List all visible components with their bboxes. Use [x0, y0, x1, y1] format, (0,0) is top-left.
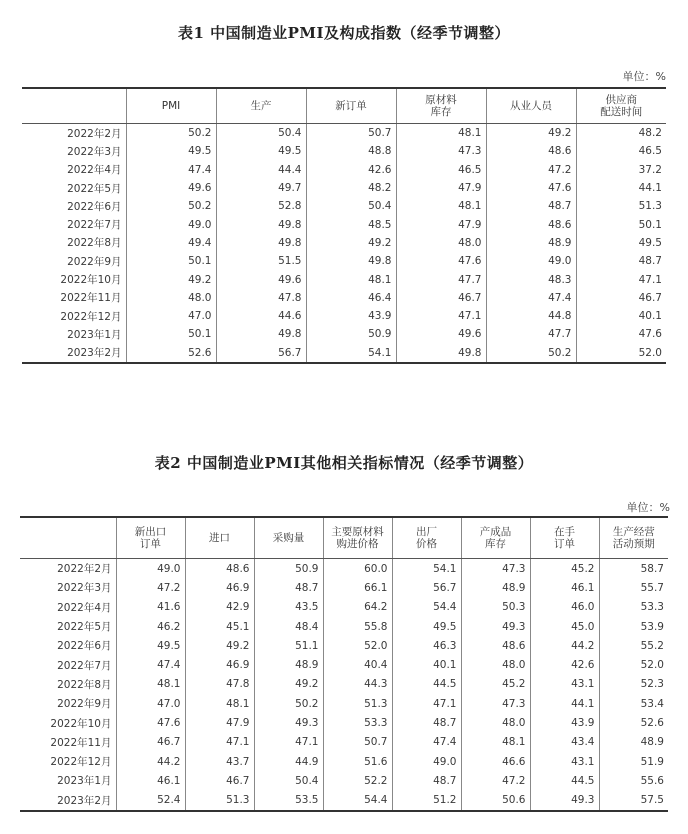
- table-cell: 47.6: [576, 325, 666, 343]
- table-cell: 52.6: [126, 344, 216, 363]
- table-cell: 46.7: [185, 771, 254, 790]
- table-row: [20, 675, 668, 694]
- table-row: [20, 598, 668, 617]
- table2-header-row: [20, 517, 668, 559]
- table-cell: 43.9: [530, 713, 599, 732]
- table-cell: 53.3: [599, 598, 668, 617]
- table-cell: 55.2: [599, 636, 668, 655]
- table-cell: 49.2: [254, 675, 323, 694]
- table-cell: 51.3: [576, 197, 666, 215]
- table2-column-header: [20, 517, 116, 559]
- row-month-label: 2022年7月: [57, 659, 112, 672]
- table-row: [22, 307, 666, 325]
- table-cell: 44.2: [530, 636, 599, 655]
- table-cell: 48.7: [392, 713, 461, 732]
- table-cell: 51.5: [216, 252, 306, 270]
- table-cell: 46.7: [576, 289, 666, 307]
- table-cell: 51.2: [392, 791, 461, 811]
- table-cell: 49.2: [306, 234, 396, 252]
- table-cell: 56.7: [216, 344, 306, 363]
- table-cell: 54.4: [392, 598, 461, 617]
- table-cell: 47.4: [392, 733, 461, 752]
- table-cell: 48.6: [486, 142, 576, 160]
- table-cell: 47.0: [126, 307, 216, 325]
- row-month-label: 2022年8月: [67, 237, 122, 250]
- row-month-label: 2022年7月: [67, 219, 122, 232]
- table-cell: 55.8: [323, 617, 392, 636]
- table-cell: 50.3: [461, 598, 530, 617]
- table-cell: 44.4: [216, 161, 306, 179]
- table-cell: 49.2: [486, 124, 576, 143]
- table-cell: 46.0: [530, 598, 599, 617]
- table-cell: 52.0: [599, 655, 668, 674]
- table-cell: 46.9: [185, 655, 254, 674]
- table-cell: 52.8: [216, 197, 306, 215]
- table2-unit-label: 单位：%: [626, 501, 670, 514]
- table-cell: 51.3: [323, 694, 392, 713]
- table-cell: 49.5: [216, 142, 306, 160]
- table-cell: 48.0: [461, 655, 530, 674]
- table-cell: 49.6: [216, 270, 306, 288]
- table-cell: 43.5: [254, 598, 323, 617]
- table-cell: 48.3: [486, 270, 576, 288]
- table-cell: 47.1: [396, 307, 486, 325]
- row-month-label: 2022年6月: [57, 640, 112, 653]
- table-cell: 51.9: [599, 752, 668, 771]
- table2-column-header: 进口: [185, 517, 254, 559]
- table-cell: 50.4: [216, 124, 306, 143]
- table-cell: 53.3: [323, 713, 392, 732]
- table-row: [20, 559, 668, 579]
- table-cell: 48.7: [486, 197, 576, 215]
- row-month-label: 2022年6月: [67, 200, 122, 213]
- table-cell: 48.6: [486, 215, 576, 233]
- table-cell: 58.7: [599, 559, 668, 579]
- table-cell: 47.4: [116, 655, 185, 674]
- table-row: [20, 636, 668, 655]
- row-month-label: 2022年2月: [67, 127, 122, 140]
- table-cell: 48.2: [576, 124, 666, 143]
- table-cell: 64.2: [323, 598, 392, 617]
- table-row: [22, 289, 666, 307]
- table-cell: 48.1: [306, 270, 396, 288]
- table-cell: 49.8: [216, 234, 306, 252]
- row-month-label: 2022年3月: [67, 145, 122, 158]
- table1-header-row: [22, 88, 666, 124]
- table-cell: 47.4: [126, 161, 216, 179]
- table-cell: 48.6: [461, 636, 530, 655]
- table-cell: 54.1: [306, 344, 396, 363]
- table2-column-header: 产成品 库存: [461, 517, 530, 559]
- table-cell: 52.3: [599, 675, 668, 694]
- table1-unit-label: 单位：%: [622, 70, 666, 83]
- table-cell: 42.9: [185, 598, 254, 617]
- table1-header: [22, 88, 666, 124]
- table-row: [22, 161, 666, 179]
- table-cell: 48.7: [576, 252, 666, 270]
- table1-column-header: 原材料 库存: [396, 88, 486, 124]
- table2-body: [20, 559, 668, 811]
- table-row: [20, 791, 668, 811]
- table-cell: 44.3: [323, 675, 392, 694]
- table-cell: 48.1: [185, 694, 254, 713]
- table-cell: 44.6: [216, 307, 306, 325]
- table-cell: 48.9: [254, 655, 323, 674]
- row-month-label: 2022年11月: [50, 736, 112, 749]
- table-cell: 49.3: [461, 617, 530, 636]
- table-cell: 49.0: [486, 252, 576, 270]
- table-row: [22, 124, 666, 143]
- table-cell: 49.8: [216, 325, 306, 343]
- table-cell: 44.9: [254, 752, 323, 771]
- table-cell: 49.4: [126, 234, 216, 252]
- row-month-label: 2023年2月: [67, 347, 122, 360]
- table-cell: 44.1: [576, 179, 666, 197]
- table-cell: 44.8: [486, 307, 576, 325]
- table-cell: 49.5: [576, 234, 666, 252]
- table-cell: 44.5: [392, 675, 461, 694]
- table-cell: 49.0: [116, 559, 185, 579]
- table-cell: 47.6: [486, 179, 576, 197]
- table-cell: 45.2: [461, 675, 530, 694]
- row-month-label: 2023年1月: [67, 328, 122, 341]
- table-cell: 49.2: [126, 270, 216, 288]
- row-month-label: 2022年10月: [60, 274, 122, 287]
- table-cell: 40.1: [392, 655, 461, 674]
- table-cell: 47.8: [216, 289, 306, 307]
- table-cell: 49.0: [126, 215, 216, 233]
- table-cell: 49.7: [216, 179, 306, 197]
- table-cell: 47.1: [185, 733, 254, 752]
- table-cell: 49.8: [396, 344, 486, 363]
- table-cell: 48.0: [461, 713, 530, 732]
- table-cell: 47.1: [392, 694, 461, 713]
- table-cell: 45.1: [185, 617, 254, 636]
- table-cell: 46.7: [396, 289, 486, 307]
- row-month-label: 2022年10月: [50, 717, 112, 730]
- table-row: [22, 344, 666, 363]
- table-row: [22, 270, 666, 288]
- table-cell: 46.1: [530, 578, 599, 597]
- table-cell: 47.4: [486, 289, 576, 307]
- row-month-label: 2022年12月: [60, 310, 122, 323]
- table-cell: 48.1: [461, 733, 530, 752]
- table-cell: 52.0: [323, 636, 392, 655]
- table-cell: 46.2: [116, 617, 185, 636]
- table-cell: 48.7: [254, 578, 323, 597]
- table2-column-header: 新出口 订单: [116, 517, 185, 559]
- row-month-label: 2022年9月: [57, 698, 112, 711]
- table-row: [20, 771, 668, 790]
- table2-column-header: 生产经营 活动预期: [599, 517, 668, 559]
- table-cell: 49.0: [392, 752, 461, 771]
- table-cell: 47.1: [254, 733, 323, 752]
- table-cell: 48.8: [306, 142, 396, 160]
- row-month-label: 2022年4月: [67, 164, 122, 177]
- table-cell: 50.9: [306, 325, 396, 343]
- table-cell: 43.7: [185, 752, 254, 771]
- table-cell: 51.3: [185, 791, 254, 811]
- row-month-label: 2022年3月: [57, 582, 112, 595]
- table-cell: 49.5: [392, 617, 461, 636]
- row-month-label: 2022年8月: [57, 678, 112, 691]
- table-cell: 48.0: [396, 234, 486, 252]
- table-cell: 43.4: [530, 733, 599, 752]
- table-cell: 49.5: [116, 636, 185, 655]
- table-row: [20, 578, 668, 597]
- table1-pmi-components: [22, 87, 666, 364]
- table-cell: 56.7: [392, 578, 461, 597]
- table-cell: 48.1: [396, 124, 486, 143]
- table1-column-header: 生产: [216, 88, 306, 124]
- table2-column-header: 出厂 价格: [392, 517, 461, 559]
- row-month-label: 2023年2月: [57, 794, 112, 807]
- table-cell: 43.9: [306, 307, 396, 325]
- table-row: [22, 179, 666, 197]
- table-cell: 52.0: [576, 344, 666, 363]
- table-cell: 47.9: [396, 179, 486, 197]
- table-row: [20, 655, 668, 674]
- table2-title: 表2 中国制造业PMI其他相关指标情况（经季节调整）: [154, 454, 534, 472]
- table-cell: 46.5: [396, 161, 486, 179]
- table-cell: 47.9: [185, 713, 254, 732]
- table-cell: 49.8: [306, 252, 396, 270]
- table1-column-header: PMI: [126, 88, 216, 124]
- table2-header: [20, 517, 668, 559]
- table-cell: 48.4: [254, 617, 323, 636]
- table-row: [20, 617, 668, 636]
- table-row: [22, 215, 666, 233]
- table-cell: 47.0: [116, 694, 185, 713]
- table-cell: 60.0: [323, 559, 392, 579]
- table-cell: 47.1: [576, 270, 666, 288]
- table-row: [22, 234, 666, 252]
- table-cell: 50.1: [576, 215, 666, 233]
- row-month-label: 2022年2月: [57, 563, 112, 576]
- table1-title: 表1 中国制造业PMI及构成指数（经季节调整）: [177, 24, 511, 42]
- table-row: [22, 197, 666, 215]
- table-cell: 46.5: [576, 142, 666, 160]
- table-cell: 54.4: [323, 791, 392, 811]
- table-cell: 54.1: [392, 559, 461, 579]
- table-cell: 49.6: [396, 325, 486, 343]
- table-cell: 48.9: [486, 234, 576, 252]
- table-row: [20, 752, 668, 771]
- table-cell: 48.9: [461, 578, 530, 597]
- table-cell: 44.5: [530, 771, 599, 790]
- table-cell: 45.2: [530, 559, 599, 579]
- table-cell: 48.1: [396, 197, 486, 215]
- table-cell: 41.6: [116, 598, 185, 617]
- table-cell: 49.8: [216, 215, 306, 233]
- table-cell: 47.3: [461, 559, 530, 579]
- table-cell: 46.6: [461, 752, 530, 771]
- table-cell: 47.2: [116, 578, 185, 597]
- table-row: [20, 694, 668, 713]
- table-cell: 52.4: [116, 791, 185, 811]
- table1-column-header: 从业人员: [486, 88, 576, 124]
- table-cell: 50.9: [254, 559, 323, 579]
- row-month-label: 2022年9月: [67, 255, 122, 268]
- table-cell: 50.1: [126, 252, 216, 270]
- table-cell: 46.4: [306, 289, 396, 307]
- table-cell: 53.4: [599, 694, 668, 713]
- table-cell: 47.2: [461, 771, 530, 790]
- table-cell: 50.7: [306, 124, 396, 143]
- row-month-label: 2022年5月: [67, 182, 122, 195]
- table-cell: 44.2: [116, 752, 185, 771]
- table-cell: 42.6: [306, 161, 396, 179]
- table-cell: 48.6: [185, 559, 254, 579]
- table2-other-indicators: [20, 516, 668, 812]
- table-cell: 47.9: [396, 215, 486, 233]
- table-row: [22, 142, 666, 160]
- table-cell: 48.0: [126, 289, 216, 307]
- table-cell: 40.4: [323, 655, 392, 674]
- table-cell: 47.7: [396, 270, 486, 288]
- table-cell: 49.3: [254, 713, 323, 732]
- table-cell: 55.7: [599, 578, 668, 597]
- row-month-label: 2022年5月: [57, 621, 112, 634]
- table-cell: 49.2: [185, 636, 254, 655]
- table-cell: 42.6: [530, 655, 599, 674]
- row-month-label: 2023年1月: [57, 775, 112, 788]
- row-month-label: 2022年4月: [57, 601, 112, 614]
- table-cell: 66.1: [323, 578, 392, 597]
- table-cell: 43.1: [530, 675, 599, 694]
- table-cell: 46.9: [185, 578, 254, 597]
- table1-column-header: 新订单: [306, 88, 396, 124]
- table-cell: 47.6: [396, 252, 486, 270]
- table-cell: 50.4: [306, 197, 396, 215]
- table-cell: 43.1: [530, 752, 599, 771]
- table-cell: 49.5: [126, 142, 216, 160]
- table-cell: 49.3: [530, 791, 599, 811]
- table-cell: 45.0: [530, 617, 599, 636]
- table-cell: 53.5: [254, 791, 323, 811]
- table-cell: 50.1: [126, 325, 216, 343]
- table-cell: 48.7: [392, 771, 461, 790]
- table-cell: 47.3: [396, 142, 486, 160]
- table-cell: 46.3: [392, 636, 461, 655]
- table2-column-header: 采购量: [254, 517, 323, 559]
- table-cell: 50.2: [126, 197, 216, 215]
- table-cell: 44.1: [530, 694, 599, 713]
- table-cell: 46.7: [116, 733, 185, 752]
- row-month-label: 2022年11月: [60, 292, 122, 305]
- table-cell: 37.2: [576, 161, 666, 179]
- table-cell: 50.2: [486, 344, 576, 363]
- table-cell: 49.6: [126, 179, 216, 197]
- table-cell: 47.2: [486, 161, 576, 179]
- table-cell: 50.2: [126, 124, 216, 143]
- table-cell: 55.6: [599, 771, 668, 790]
- table-cell: 53.9: [599, 617, 668, 636]
- row-month-label: 2022年12月: [50, 756, 112, 769]
- table-row: [20, 713, 668, 732]
- table-cell: 40.1: [576, 307, 666, 325]
- table-cell: 47.8: [185, 675, 254, 694]
- table-row: [22, 325, 666, 343]
- table-cell: 52.2: [323, 771, 392, 790]
- table1-column-header: [22, 88, 126, 124]
- table-cell: 48.2: [306, 179, 396, 197]
- table2-column-header: 在手 订单: [530, 517, 599, 559]
- table-cell: 57.5: [599, 791, 668, 811]
- table-cell: 50.7: [323, 733, 392, 752]
- table-cell: 50.4: [254, 771, 323, 790]
- table-cell: 47.3: [461, 694, 530, 713]
- table-cell: 47.6: [116, 713, 185, 732]
- table-row: [22, 252, 666, 270]
- table2-column-header: 主要原材料 购进价格: [323, 517, 392, 559]
- table-cell: 48.1: [116, 675, 185, 694]
- table-cell: 50.2: [254, 694, 323, 713]
- table1-column-header: 供应商 配送时间: [576, 88, 666, 124]
- table-cell: 52.6: [599, 713, 668, 732]
- table-cell: 48.9: [599, 733, 668, 752]
- table1-body: [22, 124, 666, 363]
- table-cell: 50.6: [461, 791, 530, 811]
- table-cell: 46.1: [116, 771, 185, 790]
- table-row: [20, 733, 668, 752]
- table-cell: 51.6: [323, 752, 392, 771]
- table-cell: 51.1: [254, 636, 323, 655]
- table-cell: 48.5: [306, 215, 396, 233]
- table-cell: 47.7: [486, 325, 576, 343]
